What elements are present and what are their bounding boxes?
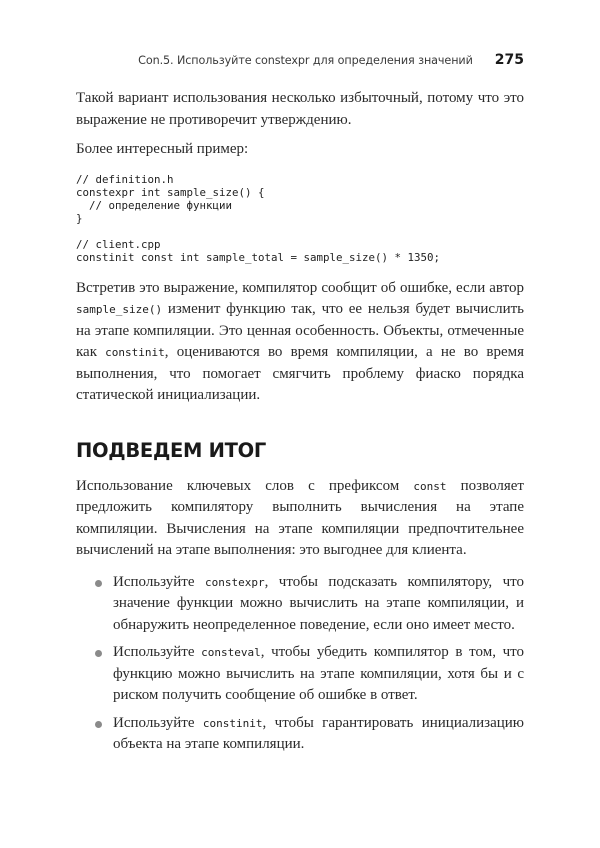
explanation-paragraph (76, 278, 524, 407)
page-content (76, 88, 524, 756)
text-run: Используйте (113, 573, 205, 590)
text-run: Использование ключевых слов с префиксом (76, 477, 414, 494)
inline-code: const (413, 479, 447, 493)
inline-code: consteval (201, 646, 261, 659)
text-run: , оцениваются во время компиляции, а не во время выполнения, что помогает смягчить проблему фиаско порядка статической инициализации. (76, 344, 524, 403)
code-block (76, 173, 524, 264)
text-run: Используйте (113, 714, 203, 731)
text-run: Используйте (113, 644, 202, 660)
running-title: Con.5. Используйте constexpr для определения значений (138, 54, 473, 67)
bullet-item (76, 642, 524, 707)
summary-bullet-list (76, 572, 524, 756)
code-line: // definition.h (76, 172, 174, 186)
text-run: позволяет предложить компилятору выполнить вычисления на этапе компиляции. Вычисления на этапе компиляции предпочтительнее вычислений на этапе выполнения: это выгоднее для клиента. (76, 477, 524, 558)
inline-code: constinit (105, 346, 165, 359)
text-run: , чтобы гарантировать инициализацию объекта на этапе компиляции. (113, 714, 524, 752)
section-heading: ПОДВЕДЕМ ИТОГ (76, 438, 267, 462)
bullet-item (76, 572, 524, 637)
bullet-dot-icon (95, 721, 102, 728)
inline-code: constexpr (204, 575, 265, 589)
bullet-item (76, 713, 524, 756)
page-number: 275 (494, 52, 524, 68)
inline-code: sample_size() (76, 303, 163, 316)
code-line: // client.cpp (76, 237, 161, 251)
bullet-dot-icon (95, 580, 102, 587)
code-line: } (76, 211, 83, 225)
example-lead-paragraph: Более интересный пример: (76, 141, 249, 157)
running-header (0, 52, 524, 68)
text-run: , чтобы подсказать компилятору, что значение функции можно вычислить на этапе компиляции, и обнаружить неопределенное поведение, если оно имеет место. (113, 573, 524, 633)
text-run: , чтобы убедить компилятор в том, что функцию можно вычислить на этапе компиляции, хотя бы и с риском получить сообщение об ошибке в ответ. (113, 644, 524, 703)
text-run: изменит функцию так, что ее нельзя будет вычислить на этапе компиляции. Это ценная особенность. Объекты, отмеченные как (76, 301, 524, 360)
inline-code: constinit (202, 716, 263, 730)
code-line: constexpr int sample_size() { (76, 185, 265, 199)
text-run: Встретив это выражение, компилятор сообщит об ошибке, если автор (76, 279, 524, 296)
code-line: // определение функции (76, 198, 233, 212)
bullet-dot-icon (95, 650, 102, 657)
intro-paragraph: Такой вариант использования несколько избыточный, потому что это выражение не противоречит утверждению. (76, 90, 524, 128)
code-line: constinit const int sample_total = sample_size() * 1350; (76, 250, 441, 264)
summary-paragraph (76, 476, 524, 562)
